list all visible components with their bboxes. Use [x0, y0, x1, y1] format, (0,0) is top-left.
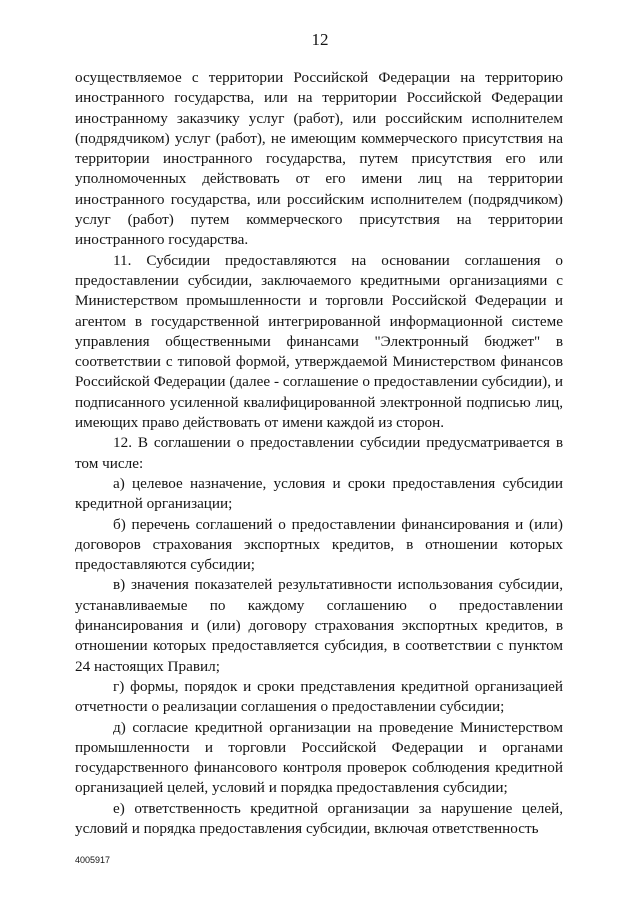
document-code: 4005917: [75, 855, 111, 865]
paragraph-subitem-g: г) формы, порядок и сроки представления кредитной организацией отчетности о реализации соглашения о предоставлении субсидии;: [75, 677, 563, 716]
paragraph-subitem-e: е) ответственность кредитной организации за нарушение целей, условий и порядка предоставления субсидии, включая ответственность: [75, 799, 563, 837]
paragraph-subitem-v: в) значения показателей результативности использования субсидии, устанавливаемые по каждому соглашению о предоставлении финансирования и (или) договору страхования экспортных кредитов, в отношении которых предоставляется субсидия, в соответствии с пунктом 24 настоящих Правил;: [75, 576, 563, 675]
paragraph-item-11: 11. Субсидии предоставляются на основании соглашения о предоставлении субсидии, заключаемого кредитными организациями с Министерством промышленности и торговли Российской Федерации и агентом в государственной интегрированной информационной системе управления общественными финансами "Электронный бюджет" в соответствии с типовой формой, утверждаемой Министерством финансов Российской Федерации (далее - соглашение о предоставлении субсидии), и подписанного усиленной квалифицированной электронной подписью лиц, имеющих право действовать от имени каждой из сторон.: [75, 251, 563, 432]
paragraph-item-12: 12. В соглашении о предоставлении субсидии предусматривается в том числе:: [75, 434, 563, 472]
paragraph-subitem-a: а) целевое назначение, условия и сроки предоставления субсидии кредитной организации;: [75, 474, 563, 513]
paragraph-continuation: осуществляемое с территории Российской Федерации на территорию иностранного государства, или на территории Российской Федерации иностранному заказчику услуг (работ), или российским исполнителем (подрядчиком) услуг (работ), не имеющим коммерческого присутствия на территории иностранного государства, путем присутствия его или уполномоченных действовать от его имени лиц на территории иностранного государства, или российским исполнителем (подрядчиком) услуг (работ) путем коммерческого присутствия на территории иностранного государства.: [75, 69, 563, 249]
page-number: 12: [311, 30, 329, 49]
paragraph-subitem-b: б) перечень соглашений о предоставлении финансирования и (или) договоров страхования экспортных кредитов, в отношении которых предоставляются субсидии;: [75, 515, 563, 574]
paragraph-subitem-d: д) согласие кредитной организации на проведение Министерством промышленности и торговли Российской Федерации и органами государственного финансового контроля проверок соблюдения кредитной организацией целей, условий и порядка предоставления субсидии;: [75, 718, 563, 797]
document-body: [75, 68, 563, 839]
